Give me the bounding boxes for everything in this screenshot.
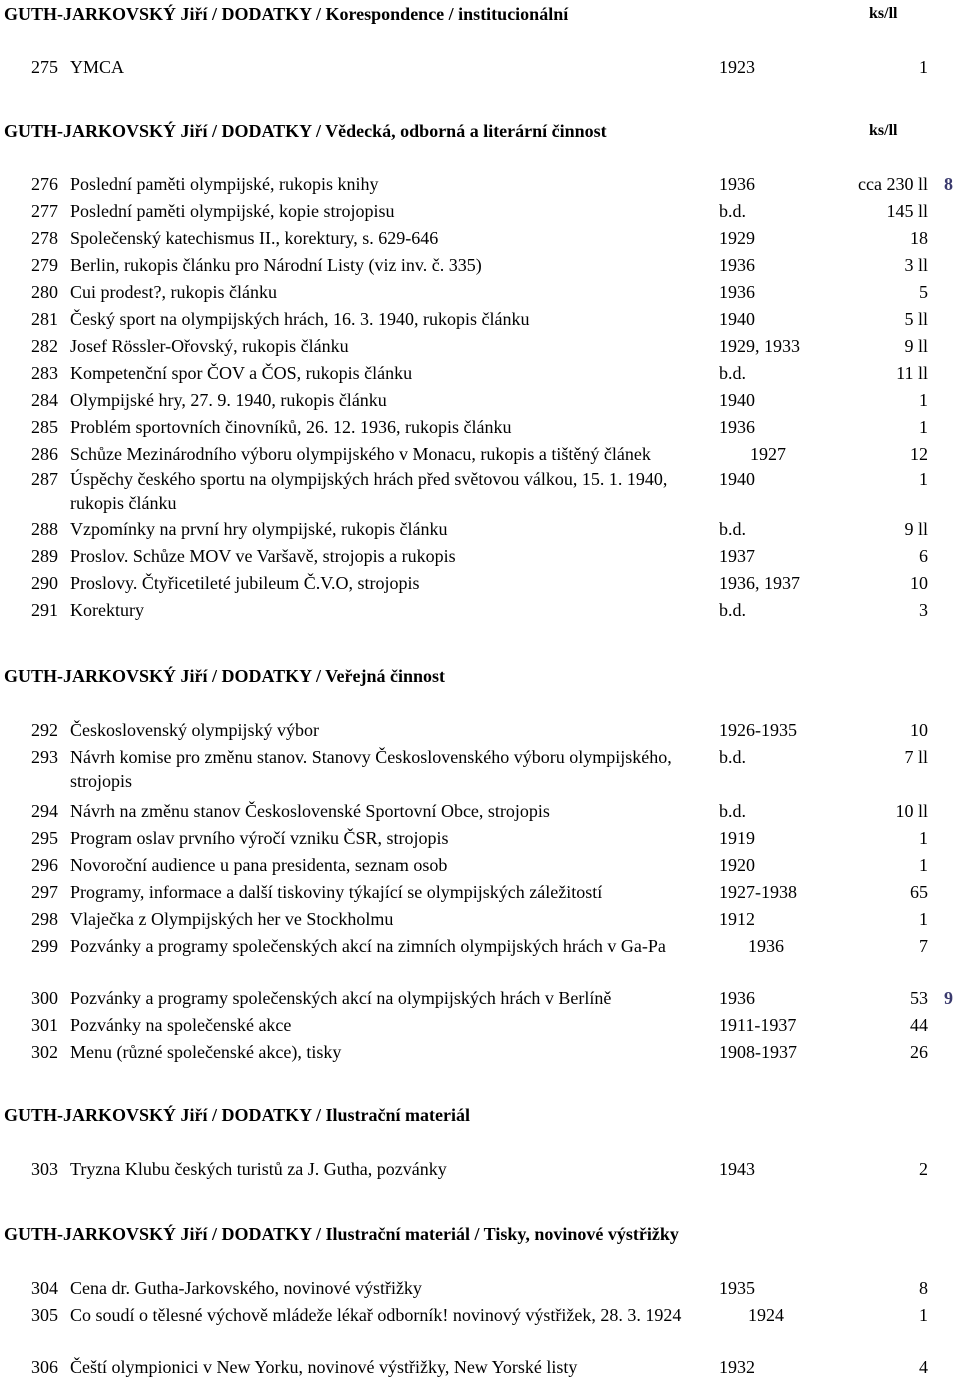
section-ilustracni-material (0, 1103, 960, 1179)
item-count: 9 ll (904, 519, 928, 539)
list-item (0, 280, 960, 307)
list-item (0, 1013, 960, 1040)
item-number: 299 (31, 936, 58, 956)
item-year: 1908-1937 (719, 1042, 797, 1062)
section-unit: ks/ll (869, 122, 898, 139)
item-count: 9 ll (904, 336, 928, 356)
section-vedecka-cinnost (0, 119, 960, 620)
section-unit: ks/ll (869, 5, 898, 22)
item-number: 301 (31, 1015, 58, 1035)
item-year: 1927-1938 (719, 882, 797, 902)
list-item (0, 986, 960, 1013)
section-header (0, 664, 960, 688)
item-count: 5 (919, 282, 928, 302)
item-year: 1936 (719, 282, 755, 302)
item-title: Problém sportovních činovníků, 26. 12. 1936, rukopis článku (70, 417, 512, 437)
item-number: 306 (31, 1357, 58, 1377)
item-count: 1 (919, 469, 928, 489)
item-title: Schůze Mezinárodního výboru olympijského v Monacu, rukopis a tištěný článek (70, 444, 651, 464)
item-number: 286 (31, 444, 58, 464)
item-number: 284 (31, 390, 58, 410)
item-year: 1936 (719, 417, 755, 437)
item-year: 1920 (719, 855, 755, 875)
item-count: 44 (910, 1015, 928, 1035)
item-year: 1936, 1937 (719, 573, 800, 593)
item-number: 289 (31, 546, 58, 566)
item-title: Olympijské hry, 27. 9. 1940, rukopis článku (70, 390, 387, 410)
list-item (0, 253, 960, 280)
list-item (0, 571, 960, 598)
item-title: Úspěchy českého sportu na olympijských hrách před světovou válkou, 15. 1. 1940, rukopis článku (70, 469, 668, 513)
item-year: b.d. (719, 801, 746, 821)
item-title: Tryzna Klubu českých turistů za J. Gutha, pozvánky (70, 1159, 447, 1179)
section-rows (0, 172, 960, 625)
list-item (0, 907, 960, 934)
item-title: Menu (různé společenské akce), tisky (70, 1042, 342, 1062)
item-number: 275 (31, 57, 58, 77)
item-number: 302 (31, 1042, 58, 1062)
item-count: 8 (919, 1278, 928, 1298)
item-number: 300 (31, 988, 58, 1008)
item-title: Pozvánky a programy společenských akcí na zimních olympijských hrách v Ga-Pa (70, 936, 666, 956)
item-number: 293 (31, 747, 58, 767)
list-item (0, 226, 960, 253)
item-title: Čeští olympionici v New Yorku, novinové výstřižky, New Yorské listy (70, 1357, 578, 1377)
item-count: 2 (919, 1159, 928, 1179)
item-title: Programy, informace a další tiskoviny týkající se olympijských záležitostí (70, 882, 603, 902)
section-header (0, 1222, 960, 1246)
item-title: Berlin, rukopis článku pro Národní Listy (viz inv. č. 335) (70, 255, 482, 275)
item-year: b.d. (719, 201, 746, 221)
item-title: Společenský katechismus II., korektury, s. 629-646 (70, 228, 439, 248)
item-title: Cui prodest?, rukopis článku (70, 282, 277, 302)
list-item (0, 388, 960, 415)
list-item (0, 517, 960, 544)
section-tisky-vystrizky (0, 1222, 960, 1377)
section-verejna-cinnost (0, 664, 960, 1062)
list-item (0, 415, 960, 442)
list-item (0, 826, 960, 853)
item-year: 1935 (719, 1278, 755, 1298)
item-title: Vlaječka z Olympijských her ve Stockholmu (70, 909, 394, 929)
item-title: Proslov. Schůze MOV ve Varšavě, strojopis a rukopis (70, 546, 456, 566)
item-count: 12 (910, 444, 928, 464)
item-year: 1936 (719, 988, 755, 1008)
item-number: 282 (31, 336, 58, 356)
page-marker: 9 (944, 988, 953, 1008)
section-rows (0, 718, 960, 1067)
item-year: b.d. (719, 363, 746, 383)
list-item (0, 880, 960, 907)
list-item (0, 799, 960, 826)
item-year: 1929 (719, 228, 755, 248)
item-number: 297 (31, 882, 58, 902)
section-title: GUTH-JARKOVSKÝ Jiří / DODATKY / Veřejná činnost (4, 666, 446, 686)
item-number: 292 (31, 720, 58, 740)
item-title: Vzpomínky na první hry olympijské, rukopis článku (70, 519, 448, 539)
item-number: 290 (31, 573, 58, 593)
item-number: 303 (31, 1159, 58, 1179)
item-title: Cena dr. Gutha-Jarkovského, novinové výstřižky (70, 1278, 422, 1298)
item-count: 11 ll (896, 363, 928, 383)
item-count: 1 (919, 855, 928, 875)
list-item (0, 934, 960, 986)
item-number: 296 (31, 855, 58, 875)
item-year: 1926-1935 (719, 720, 797, 740)
section-rows (0, 1157, 960, 1184)
item-count: 1 (919, 390, 928, 410)
section-title: GUTH-JARKOVSKÝ Jiří / DODATKY / Vědecká, odborná a literární činnost (4, 121, 607, 141)
item-year: 1929, 1933 (719, 336, 800, 356)
list-item (0, 361, 960, 388)
section-header (0, 2, 960, 26)
list-item (0, 1355, 960, 1382)
item-year: 1932 (719, 1357, 755, 1377)
list-item (0, 1303, 960, 1355)
item-count: cca 230 ll (858, 174, 928, 194)
item-number: 285 (31, 417, 58, 437)
item-year: 1937 (719, 546, 755, 566)
item-count: 1 (919, 1305, 928, 1325)
item-count: 7 ll (904, 747, 928, 767)
list-item (0, 334, 960, 361)
item-count: 5 ll (904, 309, 928, 329)
item-year: 1940 (719, 469, 755, 489)
item-count: 10 (910, 573, 928, 593)
item-year: 1924 (748, 1305, 784, 1325)
item-title: YMCA (70, 57, 125, 77)
item-number: 279 (31, 255, 58, 275)
item-title: Kompetenční spor ČOV a ČOS, rukopis článku (70, 363, 413, 383)
item-title: Pozvánky a programy společenských akcí na olympijských hrách v Berlíně (70, 988, 612, 1008)
item-title: Josef Rössler-Ořovský, rukopis článku (70, 336, 349, 356)
item-title: Československý olympijský výbor (70, 720, 320, 740)
item-title: Český sport na olympijských hrách, 16. 3. 1940, rukopis článku (70, 309, 530, 329)
section-title: GUTH-JARKOVSKÝ Jiří / DODATKY / Korespondence / institucionální (4, 4, 569, 24)
item-year: 1927 (750, 444, 786, 464)
item-year: 1940 (719, 309, 755, 329)
item-year: 1936 (719, 255, 755, 275)
item-count: 145 ll (886, 201, 928, 221)
item-title: Poslední paměti olympijské, rukopis knihy (70, 174, 379, 194)
list-item (0, 745, 960, 799)
list-item (0, 172, 960, 199)
item-number: 294 (31, 801, 58, 821)
item-year: 1943 (719, 1159, 755, 1179)
page-marker: 8 (944, 174, 953, 194)
item-year: 1936 (719, 174, 755, 194)
item-count: 10 ll (895, 801, 928, 821)
section-title: GUTH-JARKOVSKÝ Jiří / DODATKY / Ilustrační materiál (4, 1105, 470, 1125)
item-number: 288 (31, 519, 58, 539)
item-count: 3 (919, 600, 928, 620)
list-item (0, 307, 960, 334)
list-item (0, 598, 960, 625)
item-count: 3 ll (904, 255, 928, 275)
item-number: 280 (31, 282, 58, 302)
item-number: 295 (31, 828, 58, 848)
item-count: 7 (919, 936, 928, 956)
item-year: 1911-1937 (719, 1015, 797, 1035)
list-item (0, 853, 960, 880)
item-number: 277 (31, 201, 58, 221)
item-title: Návrh na změnu stanov Československé Sportovní Obce, strojopis (70, 801, 550, 821)
list-item (0, 199, 960, 226)
list-item (0, 1157, 960, 1184)
item-count: 10 (910, 720, 928, 740)
list-item (0, 544, 960, 571)
item-count: 26 (910, 1042, 928, 1062)
item-count: 6 (919, 546, 928, 566)
item-number: 287 (31, 469, 58, 489)
item-year: b.d. (719, 519, 746, 539)
item-number: 304 (31, 1278, 58, 1298)
item-count: 53 (910, 988, 928, 1008)
item-number: 283 (31, 363, 58, 383)
item-count: 18 (910, 228, 928, 248)
item-title: Pozvánky na společenské akce (70, 1015, 292, 1035)
section-header (0, 1103, 960, 1127)
list-item (0, 467, 960, 517)
item-year: 1919 (719, 828, 755, 848)
item-count: 1 (919, 417, 928, 437)
item-year: b.d. (719, 600, 746, 620)
list-item (0, 442, 960, 467)
item-year: 1912 (719, 909, 755, 929)
section-header (0, 119, 960, 143)
item-count: 65 (910, 882, 928, 902)
item-count: 4 (919, 1357, 928, 1377)
item-number: 278 (31, 228, 58, 248)
section-rows (0, 1276, 960, 1382)
item-count: 1 (919, 828, 928, 848)
list-item (0, 1276, 960, 1303)
item-title: Co soudí o tělesné výchově mládeže lékař odborník! novinový výstřižek, 28. 3. 1924 (70, 1305, 682, 1325)
item-count: 1 (919, 909, 928, 929)
list-item (0, 55, 960, 79)
item-title: Poslední paměti olympijské, kopie strojopisu (70, 201, 395, 221)
list-item (0, 718, 960, 745)
section-rows (0, 55, 960, 79)
item-number: 281 (31, 309, 58, 329)
item-number: 276 (31, 174, 58, 194)
item-number: 298 (31, 909, 58, 929)
item-title: Proslovy. Čtyřicetileté jubileum Č.V.O, strojopis (70, 573, 420, 593)
item-year: 1940 (719, 390, 755, 410)
section-title: GUTH-JARKOVSKÝ Jiří / DODATKY / Ilustrační materiál / Tisky, novinové výstřižky (4, 1224, 679, 1244)
item-count: 1 (919, 57, 928, 77)
item-title: Korektury (70, 600, 144, 620)
item-number: 305 (31, 1305, 58, 1325)
item-year: 1923 (719, 57, 755, 77)
item-title: Návrh komise pro změnu stanov. Stanovy Československého výboru olympijského, strojopis (70, 747, 672, 791)
item-number: 291 (31, 600, 58, 620)
item-year: 1936 (748, 936, 784, 956)
section-korespondence (0, 2, 960, 77)
item-title: Program oslav prvního výročí vzniku ČSR, strojopis (70, 828, 449, 848)
item-year: b.d. (719, 747, 746, 767)
list-item (0, 1040, 960, 1067)
item-title: Novoroční audience u pana presidenta, seznam osob (70, 855, 448, 875)
